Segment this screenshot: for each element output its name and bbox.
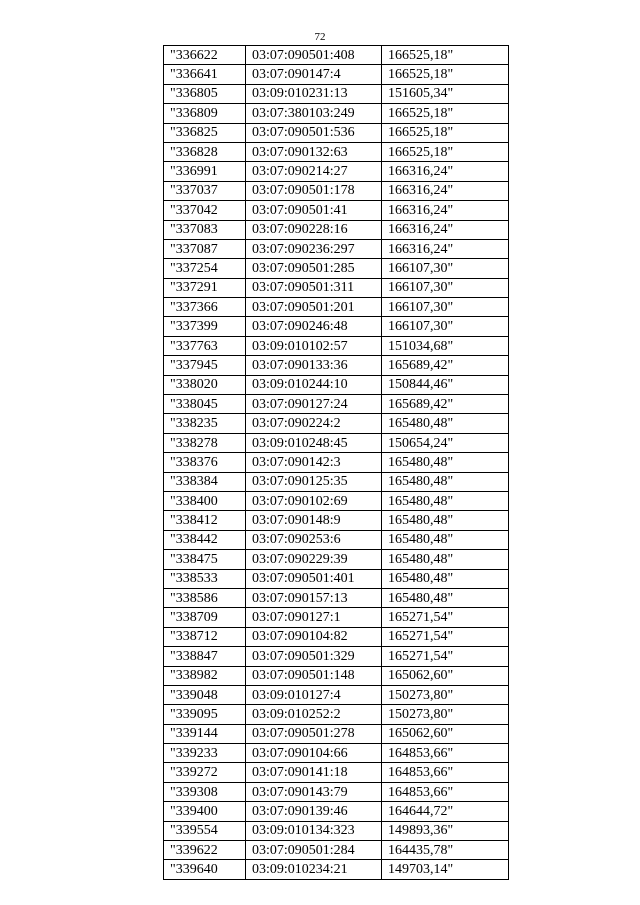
cadastral-number-cell: 03:07:090102:69 [246,491,382,510]
table-row [164,65,509,84]
cadastral-number-cell: 03:07:090228:16 [246,220,382,239]
cadastral-number-cell: 03:07:090133:36 [246,356,382,375]
value-cell: 166316,24" [382,181,509,200]
table-row [164,162,509,181]
record-id-cell: "337254 [164,259,246,278]
value-cell: 166316,24" [382,239,509,258]
table-row [164,375,509,394]
cadastral-number-cell: 03:07:090139:46 [246,802,382,821]
cadastral-number-cell: 03:07:090501:285 [246,259,382,278]
value-cell: 150273,80" [382,685,509,704]
value-cell: 165062,60" [382,666,509,685]
value-cell: 165480,48" [382,453,509,472]
value-cell: 165480,48" [382,588,509,607]
record-id-cell: "336991 [164,162,246,181]
value-cell: 164435,78" [382,841,509,860]
value-cell: 166525,18" [382,46,509,65]
record-id-cell: "337042 [164,201,246,220]
table-row [164,511,509,530]
table-row [164,685,509,704]
value-cell: 166316,24" [382,162,509,181]
table-row [164,705,509,724]
value-cell: 165480,48" [382,472,509,491]
value-cell: 165480,48" [382,530,509,549]
record-id-cell: "338586 [164,588,246,607]
table-row [164,530,509,549]
value-cell: 166525,18" [382,65,509,84]
record-id-cell: "337083 [164,220,246,239]
value-cell: 166107,30" [382,317,509,336]
cadastral-number-cell: 03:07:090501:408 [246,46,382,65]
table-row [164,744,509,763]
record-id-cell: "338982 [164,666,246,685]
page-number: 72 [314,31,326,43]
value-cell: 165271,54" [382,647,509,666]
record-id-cell: "338278 [164,433,246,452]
cadastral-number-cell: 03:09:010234:21 [246,860,382,879]
table-row [164,220,509,239]
record-id-cell: "338712 [164,627,246,646]
value-cell: 165480,48" [382,550,509,569]
table-row [164,356,509,375]
record-id-cell: "339233 [164,744,246,763]
table-row [164,395,509,414]
value-cell: 150654,24" [382,433,509,452]
value-cell: 166107,30" [382,259,509,278]
record-id-cell: "338020 [164,375,246,394]
cadastral-number-cell: 03:07:090148:9 [246,511,382,530]
cadastral-number-cell: 03:07:090501:401 [246,569,382,588]
record-id-cell: "339622 [164,841,246,860]
record-id-cell: "337763 [164,336,246,355]
value-cell: 166316,24" [382,220,509,239]
value-cell: 151605,34" [382,84,509,103]
record-id-cell: "336641 [164,65,246,84]
cadastral-number-cell: 03:07:090157:13 [246,588,382,607]
record-id-cell: "338709 [164,608,246,627]
table-row [164,608,509,627]
value-cell: 165271,54" [382,608,509,627]
value-cell: 166525,18" [382,104,509,123]
value-cell: 164853,66" [382,782,509,801]
table-row [164,142,509,161]
cadastral-number-cell: 03:07:090501:284 [246,841,382,860]
cadastral-number-cell: 03:07:090104:66 [246,744,382,763]
value-cell: 166525,18" [382,123,509,142]
table-row [164,763,509,782]
record-id-cell: "339048 [164,685,246,704]
value-cell: 165480,48" [382,511,509,530]
value-cell: 165271,54" [382,627,509,646]
record-id-cell: "338400 [164,491,246,510]
record-id-cell: "338475 [164,550,246,569]
value-cell: 166316,24" [382,201,509,220]
record-id-cell: "339554 [164,821,246,840]
record-id-cell: "339095 [164,705,246,724]
cadastral-number-cell: 03:07:090142:3 [246,453,382,472]
value-cell: 165480,48" [382,491,509,510]
value-cell: 149703,14" [382,860,509,879]
table-row [164,336,509,355]
record-id-cell: "337037 [164,181,246,200]
cadastral-number-cell: 03:07:090141:18 [246,763,382,782]
record-id-cell: "336828 [164,142,246,161]
record-id-cell: "338412 [164,511,246,530]
table-row [164,550,509,569]
value-cell: 150844,46" [382,375,509,394]
record-id-cell: "338442 [164,530,246,549]
record-id-cell: "338847 [164,647,246,666]
table-row [164,627,509,646]
table-row [164,123,509,142]
table-row [164,569,509,588]
table-row [164,46,509,65]
cadastral-number-cell: 03:07:090229:39 [246,550,382,569]
cadastral-number-cell: 03:07:090501:148 [246,666,382,685]
cadastral-number-cell: 03:07:090147:4 [246,65,382,84]
record-id-cell: "336809 [164,104,246,123]
record-id-cell: "336825 [164,123,246,142]
cadastral-number-cell: 03:07:090246:48 [246,317,382,336]
value-cell: 164644,72" [382,802,509,821]
cadastral-number-cell: 03:07:380103:249 [246,104,382,123]
value-cell: 164853,66" [382,744,509,763]
table-row [164,414,509,433]
record-id-cell: "337291 [164,278,246,297]
record-id-cell: "339144 [164,724,246,743]
table-row [164,239,509,258]
record-id-cell: "336805 [164,84,246,103]
table-row [164,298,509,317]
cadastral-number-cell: 03:07:090501:41 [246,201,382,220]
table-row [164,647,509,666]
table-row [164,841,509,860]
value-cell: 165062,60" [382,724,509,743]
value-cell: 165480,48" [382,569,509,588]
value-cell: 166107,30" [382,278,509,297]
table-row [164,666,509,685]
record-id-cell: "339400 [164,802,246,821]
table-row [164,181,509,200]
cadastral-number-cell: 03:07:090104:82 [246,627,382,646]
table-row [164,259,509,278]
cadastral-number-cell: 03:09:010102:57 [246,336,382,355]
table-body [164,46,509,880]
cadastral-number-cell: 03:07:090132:63 [246,142,382,161]
table-row [164,472,509,491]
record-id-cell: "337945 [164,356,246,375]
record-id-cell: "339308 [164,782,246,801]
cadastral-number-cell: 03:09:010252:2 [246,705,382,724]
cadastral-number-cell: 03:07:090253:6 [246,530,382,549]
record-id-cell: "337087 [164,239,246,258]
value-cell: 166107,30" [382,298,509,317]
cadastral-number-cell: 03:07:090501:329 [246,647,382,666]
table-row [164,724,509,743]
table-row [164,433,509,452]
cadastral-number-cell: 03:07:090214:27 [246,162,382,181]
table-row [164,453,509,472]
table-row [164,201,509,220]
cadastral-number-cell: 03:09:010134:323 [246,821,382,840]
record-id-cell: "338384 [164,472,246,491]
cadastral-number-cell: 03:07:090224:2 [246,414,382,433]
record-id-cell: "338376 [164,453,246,472]
table-row [164,821,509,840]
table-row [164,782,509,801]
cadastral-number-cell: 03:07:090125:35 [246,472,382,491]
record-id-cell: "339640 [164,860,246,879]
cadastral-number-cell: 03:09:010244:10 [246,375,382,394]
value-cell: 150273,80" [382,705,509,724]
table-row [164,84,509,103]
table-row [164,491,509,510]
record-id-cell: "339272 [164,763,246,782]
data-table [163,45,509,880]
record-id-cell: "337399 [164,317,246,336]
record-id-cell: "337366 [164,298,246,317]
cadastral-number-cell: 03:07:090501:201 [246,298,382,317]
record-id-cell: "338235 [164,414,246,433]
cadastral-number-cell: 03:07:090501:278 [246,724,382,743]
cadastral-number-cell: 03:09:010127:4 [246,685,382,704]
cadastral-number-cell: 03:07:090501:178 [246,181,382,200]
record-id-cell: "336622 [164,46,246,65]
cadastral-number-cell: 03:07:090127:24 [246,395,382,414]
record-id-cell: "338533 [164,569,246,588]
cadastral-number-cell: 03:09:010248:45 [246,433,382,452]
value-cell: 165689,42" [382,395,509,414]
table-row [164,860,509,879]
cadastral-number-cell: 03:07:090236:297 [246,239,382,258]
cadastral-number-cell: 03:09:010231:13 [246,84,382,103]
value-cell: 166525,18" [382,142,509,161]
value-cell: 165480,48" [382,414,509,433]
table-row [164,802,509,821]
value-cell: 151034,68" [382,336,509,355]
cadastral-number-cell: 03:07:090127:1 [246,608,382,627]
value-cell: 164853,66" [382,763,509,782]
value-cell: 165689,42" [382,356,509,375]
table-row [164,278,509,297]
table-row [164,317,509,336]
table-row [164,104,509,123]
cadastral-number-cell: 03:07:090501:536 [246,123,382,142]
cadastral-number-cell: 03:07:090501:311 [246,278,382,297]
table-row [164,588,509,607]
record-id-cell: "338045 [164,395,246,414]
value-cell: 149893,36" [382,821,509,840]
cadastral-number-cell: 03:07:090143:79 [246,782,382,801]
